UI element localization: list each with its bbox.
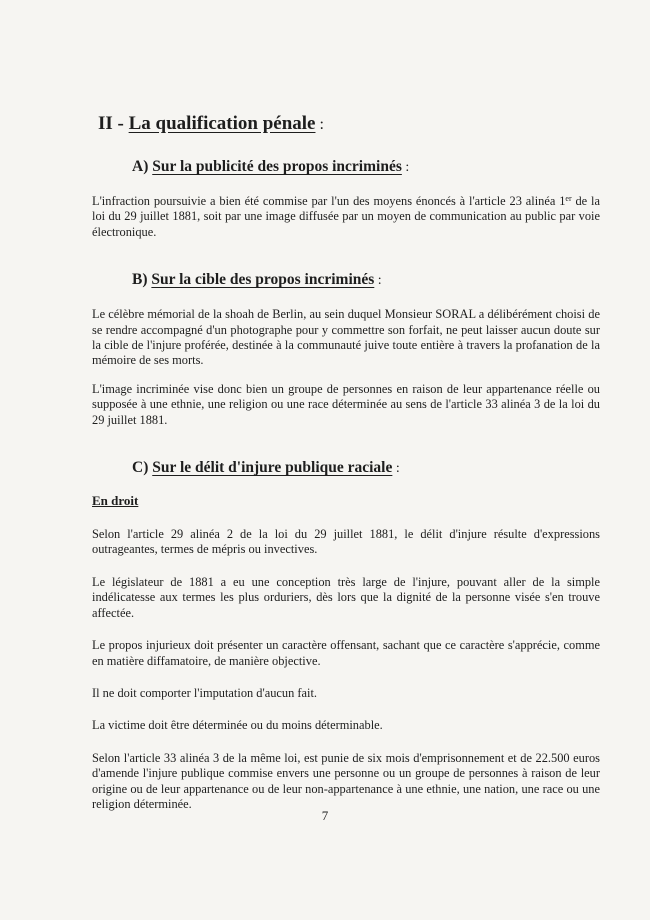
section-prefix: II -	[98, 113, 129, 134]
paragraph-a-1-text-cont: de la loi du 29 juillet 1881, soit par une image diffusée par un moyen de communication au public par voie électronique.	[92, 194, 600, 239]
subsection-b-title: Sur la cible des propos incriminés	[151, 271, 375, 289]
subsection-c-title: Sur le délit d'injure publique raciale	[152, 459, 393, 477]
subheading-en-droit: En droit	[92, 493, 139, 509]
subsection-b-prefix: B)	[132, 271, 152, 289]
paragraph-c-2: Le législateur de 1881 a eu une conception très large de l'injure, pouvant aller de la simple indélicatesse aux termes les plus orduriers, dès lors que la dignité de la personne visée s'en trouve affectée.	[92, 574, 600, 620]
subsection-a-prefix: A)	[132, 158, 153, 175]
paragraph-c-3: Le propos injurieux doit présenter un caractère offensant, sachant que ce caractère s'apprécie, comme en matière diffamatoire, de manière objective.	[92, 638, 600, 668]
paragraph-c-4: Il ne doit comporter l'imputation d'aucun fait.	[92, 685, 318, 700]
paragraph-a-1-text: L'infraction poursuivie a bien été commise par l'un des moyens énoncés à l'article 23 alinéa 1	[92, 194, 566, 208]
paragraph-b-2: L'image incriminée vise donc bien un groupe de personnes en raison de leur appartenance réelle ou supposée à une ethnie, une religion ou une race déterminée au sens de l'article 33 alinéa 3 de la loi du 29 juillet 1881.	[92, 381, 600, 427]
paragraph-a-1	[92, 194, 600, 240]
page-number: 7	[321, 808, 329, 823]
subsection-c-colon: :	[392, 461, 400, 477]
section-heading	[98, 112, 600, 137]
superscript-er: er	[565, 194, 572, 203]
page-content	[92, 112, 600, 812]
subsection-c-prefix: C)	[132, 459, 153, 477]
subsection-b-heading	[132, 270, 600, 291]
subsection-c-heading	[132, 458, 600, 479]
paragraph-c-6: Selon l'article 33 alinéa 3 de la même loi, est punie de six mois d'emprisonnement et de 22.500 euros d'amende l'injure publique commise envers une personne ou un groupe de personnes à raison de leur origine ou de leur appartenance ou de leur non-appartenance à une ethnie, une nation, une race ou une religion déterminée.	[92, 750, 600, 811]
paragraph-b-1: Le célèbre mémorial de la shoah de Berlin, au sein duquel Monsieur SORAL a délibérément choisi de se rendre accompagné d'un photographe pour y commettre son forfait, ne peut laisser aucun doute sur la cible de l'injure proférée, destinée à la communauté juive toute entière à travers la profanation de la mémoire de ses morts.	[92, 307, 600, 368]
section-title: La qualification pénale	[128, 113, 316, 134]
subsection-a-colon: :	[401, 160, 410, 175]
subsection-a-title: Sur la publicité des propos incriminés	[152, 158, 402, 175]
section-colon: :	[315, 116, 324, 133]
subsection-a-heading	[132, 157, 600, 178]
paragraph-c-1: Selon l'article 29 alinéa 2 de la loi du 29 juillet 1881, le délit d'injure résulte d'expressions outrageantes, termes de mépris ou invectives.	[92, 527, 600, 557]
subsection-b-colon: :	[374, 273, 382, 289]
paragraph-c-5: La victime doit être déterminée ou du moins déterminable.	[92, 718, 383, 733]
